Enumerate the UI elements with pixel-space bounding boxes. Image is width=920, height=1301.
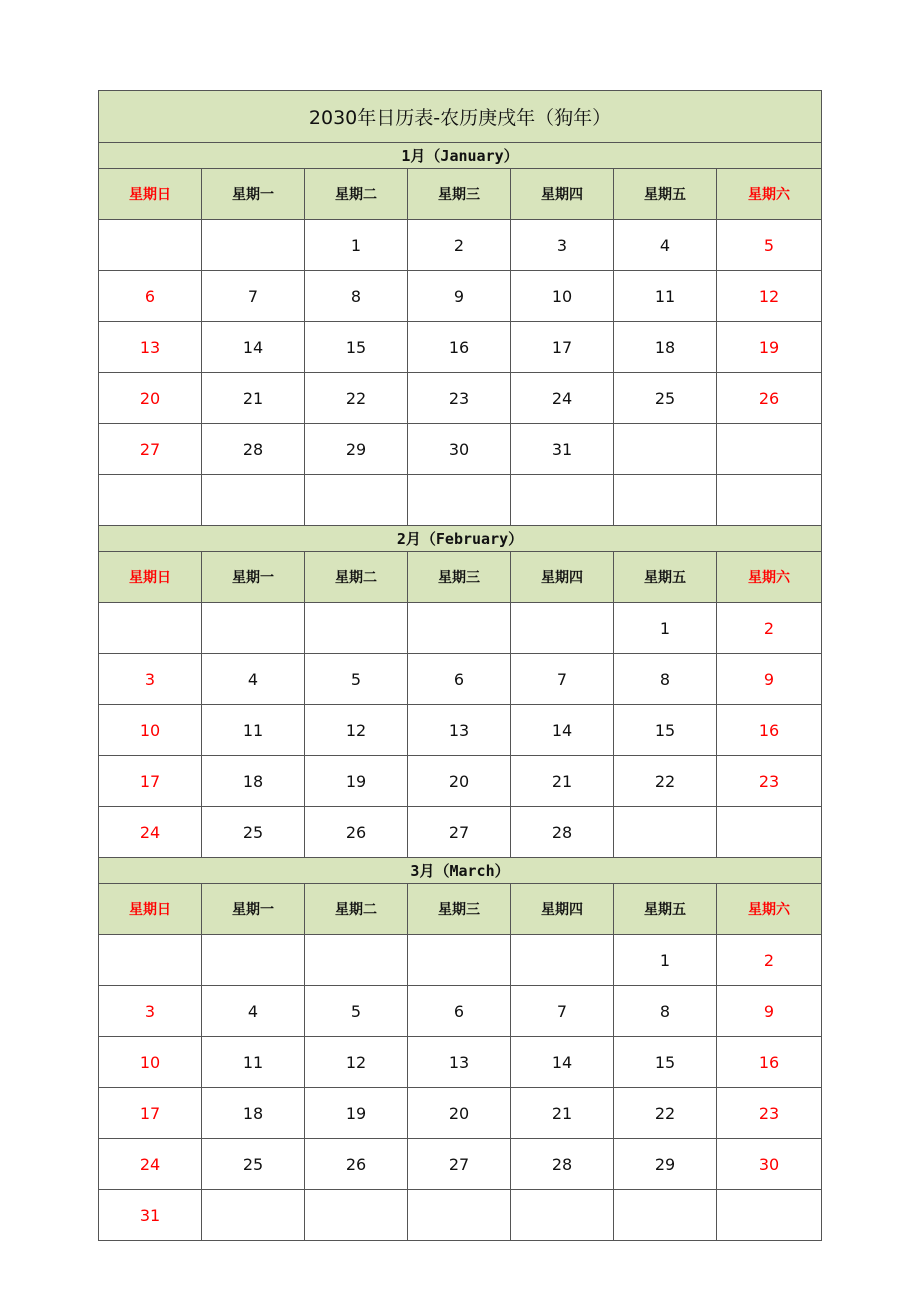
day-cell (511, 603, 614, 654)
day-cell: 23 (717, 1088, 822, 1139)
weekday-label: 星期日 (99, 884, 202, 935)
calendar-title: 2030年日历表-农历庚戌年（狗年） (99, 91, 822, 143)
calendar-table (98, 90, 822, 1241)
day-cell: 25 (614, 373, 717, 424)
day-cell: 21 (511, 1088, 614, 1139)
day-cell (717, 807, 822, 858)
day-cell: 17 (99, 756, 202, 807)
day-cell: 23 (408, 373, 511, 424)
day-cell: 19 (717, 322, 822, 373)
day-cell: 17 (99, 1088, 202, 1139)
month-label: 3月（March） (99, 858, 822, 884)
day-cell: 25 (202, 1139, 305, 1190)
day-cell: 6 (408, 986, 511, 1037)
day-cell: 3 (99, 654, 202, 705)
day-cell: 16 (717, 1037, 822, 1088)
day-cell: 16 (408, 322, 511, 373)
week-row (99, 654, 822, 705)
day-cell: 8 (614, 986, 717, 1037)
day-cell (717, 1190, 822, 1241)
day-cell (408, 603, 511, 654)
day-cell: 21 (202, 373, 305, 424)
day-cell (614, 807, 717, 858)
day-cell: 9 (408, 271, 511, 322)
day-cell: 28 (202, 424, 305, 475)
week-row (99, 475, 822, 526)
day-cell (99, 475, 202, 526)
day-cell (717, 424, 822, 475)
week-row (99, 220, 822, 271)
day-cell: 6 (408, 654, 511, 705)
weekday-label: 星期二 (305, 169, 408, 220)
day-cell: 31 (99, 1190, 202, 1241)
day-cell: 31 (511, 424, 614, 475)
weekday-header-row (99, 169, 822, 220)
day-cell: 2 (717, 935, 822, 986)
day-cell (202, 475, 305, 526)
day-cell: 5 (305, 986, 408, 1037)
day-cell (614, 1190, 717, 1241)
day-cell: 18 (202, 1088, 305, 1139)
weekday-label: 星期二 (305, 552, 408, 603)
day-cell: 15 (305, 322, 408, 373)
day-cell: 2 (408, 220, 511, 271)
day-cell: 3 (511, 220, 614, 271)
day-cell: 8 (614, 654, 717, 705)
day-cell: 14 (511, 1037, 614, 1088)
day-cell: 20 (99, 373, 202, 424)
title-row (99, 91, 822, 143)
day-cell: 7 (511, 654, 614, 705)
day-cell: 28 (511, 807, 614, 858)
day-cell (202, 935, 305, 986)
week-row (99, 1088, 822, 1139)
weekday-label: 星期三 (408, 552, 511, 603)
day-cell (408, 1190, 511, 1241)
day-cell: 11 (202, 705, 305, 756)
day-cell: 3 (99, 986, 202, 1037)
weekday-header-row (99, 552, 822, 603)
day-cell: 18 (202, 756, 305, 807)
weekday-label: 星期三 (408, 884, 511, 935)
day-cell: 8 (305, 271, 408, 322)
day-cell: 1 (614, 603, 717, 654)
day-cell: 11 (202, 1037, 305, 1088)
day-cell (99, 220, 202, 271)
day-cell: 19 (305, 1088, 408, 1139)
weekday-label: 星期六 (717, 884, 822, 935)
day-cell (717, 475, 822, 526)
day-cell (305, 1190, 408, 1241)
weekday-label: 星期四 (511, 169, 614, 220)
day-cell (99, 603, 202, 654)
day-cell: 26 (305, 1139, 408, 1190)
week-row (99, 603, 822, 654)
day-cell: 22 (614, 756, 717, 807)
week-row (99, 935, 822, 986)
day-cell: 4 (614, 220, 717, 271)
week-row (99, 1037, 822, 1088)
day-cell (511, 475, 614, 526)
day-cell: 26 (305, 807, 408, 858)
day-cell: 22 (305, 373, 408, 424)
day-cell (202, 1190, 305, 1241)
week-row (99, 424, 822, 475)
weekday-label: 星期一 (202, 884, 305, 935)
day-cell (202, 220, 305, 271)
day-cell: 12 (717, 271, 822, 322)
day-cell: 24 (511, 373, 614, 424)
week-row (99, 1190, 822, 1241)
day-cell: 30 (408, 424, 511, 475)
day-cell: 12 (305, 705, 408, 756)
day-cell: 29 (305, 424, 408, 475)
day-cell: 1 (614, 935, 717, 986)
week-row (99, 271, 822, 322)
day-cell: 27 (99, 424, 202, 475)
day-cell: 16 (717, 705, 822, 756)
day-cell: 20 (408, 1088, 511, 1139)
day-cell (305, 603, 408, 654)
weekday-label: 星期日 (99, 169, 202, 220)
weekday-label: 星期四 (511, 552, 614, 603)
week-row (99, 373, 822, 424)
day-cell (614, 475, 717, 526)
day-cell: 14 (202, 322, 305, 373)
day-cell (511, 1190, 614, 1241)
month-header-row (99, 858, 822, 884)
day-cell (99, 935, 202, 986)
day-cell: 29 (614, 1139, 717, 1190)
day-cell: 4 (202, 654, 305, 705)
day-cell: 18 (614, 322, 717, 373)
day-cell: 25 (202, 807, 305, 858)
day-cell: 2 (717, 603, 822, 654)
day-cell (614, 424, 717, 475)
weekday-label: 星期五 (614, 884, 717, 935)
day-cell: 19 (305, 756, 408, 807)
day-cell: 15 (614, 1037, 717, 1088)
month-header-row (99, 143, 822, 169)
day-cell: 13 (408, 1037, 511, 1088)
week-row (99, 986, 822, 1037)
weekday-label: 星期一 (202, 552, 305, 603)
weekday-label: 星期五 (614, 552, 717, 603)
weekday-label: 星期二 (305, 884, 408, 935)
day-cell (305, 475, 408, 526)
week-row (99, 1139, 822, 1190)
day-cell: 15 (614, 705, 717, 756)
day-cell: 7 (202, 271, 305, 322)
day-cell: 6 (99, 271, 202, 322)
day-cell: 20 (408, 756, 511, 807)
day-cell: 9 (717, 654, 822, 705)
day-cell: 30 (717, 1139, 822, 1190)
week-row (99, 756, 822, 807)
day-cell: 17 (511, 322, 614, 373)
day-cell (202, 603, 305, 654)
day-cell: 13 (408, 705, 511, 756)
weekday-label: 星期六 (717, 169, 822, 220)
day-cell: 13 (99, 322, 202, 373)
day-cell: 22 (614, 1088, 717, 1139)
day-cell (305, 935, 408, 986)
day-cell (408, 935, 511, 986)
day-cell: 14 (511, 705, 614, 756)
calendar-2030 (98, 90, 821, 1241)
day-cell: 5 (717, 220, 822, 271)
day-cell: 24 (99, 1139, 202, 1190)
weekday-header-row (99, 884, 822, 935)
month-header-row (99, 526, 822, 552)
day-cell: 26 (717, 373, 822, 424)
day-cell: 1 (305, 220, 408, 271)
day-cell: 7 (511, 986, 614, 1037)
day-cell: 21 (511, 756, 614, 807)
day-cell: 23 (717, 756, 822, 807)
weekday-label: 星期日 (99, 552, 202, 603)
day-cell: 28 (511, 1139, 614, 1190)
weekday-label: 星期三 (408, 169, 511, 220)
day-cell (408, 475, 511, 526)
day-cell: 27 (408, 1139, 511, 1190)
day-cell: 11 (614, 271, 717, 322)
weekday-label: 星期四 (511, 884, 614, 935)
weekday-label: 星期五 (614, 169, 717, 220)
day-cell: 5 (305, 654, 408, 705)
week-row (99, 322, 822, 373)
day-cell: 24 (99, 807, 202, 858)
day-cell: 10 (99, 1037, 202, 1088)
weekday-label: 星期一 (202, 169, 305, 220)
week-row (99, 807, 822, 858)
day-cell: 4 (202, 986, 305, 1037)
day-cell: 10 (511, 271, 614, 322)
month-label: 1月（January） (99, 143, 822, 169)
week-row (99, 705, 822, 756)
day-cell: 9 (717, 986, 822, 1037)
day-cell: 12 (305, 1037, 408, 1088)
month-label: 2月（February） (99, 526, 822, 552)
weekday-label: 星期六 (717, 552, 822, 603)
day-cell: 10 (99, 705, 202, 756)
day-cell (511, 935, 614, 986)
day-cell: 27 (408, 807, 511, 858)
